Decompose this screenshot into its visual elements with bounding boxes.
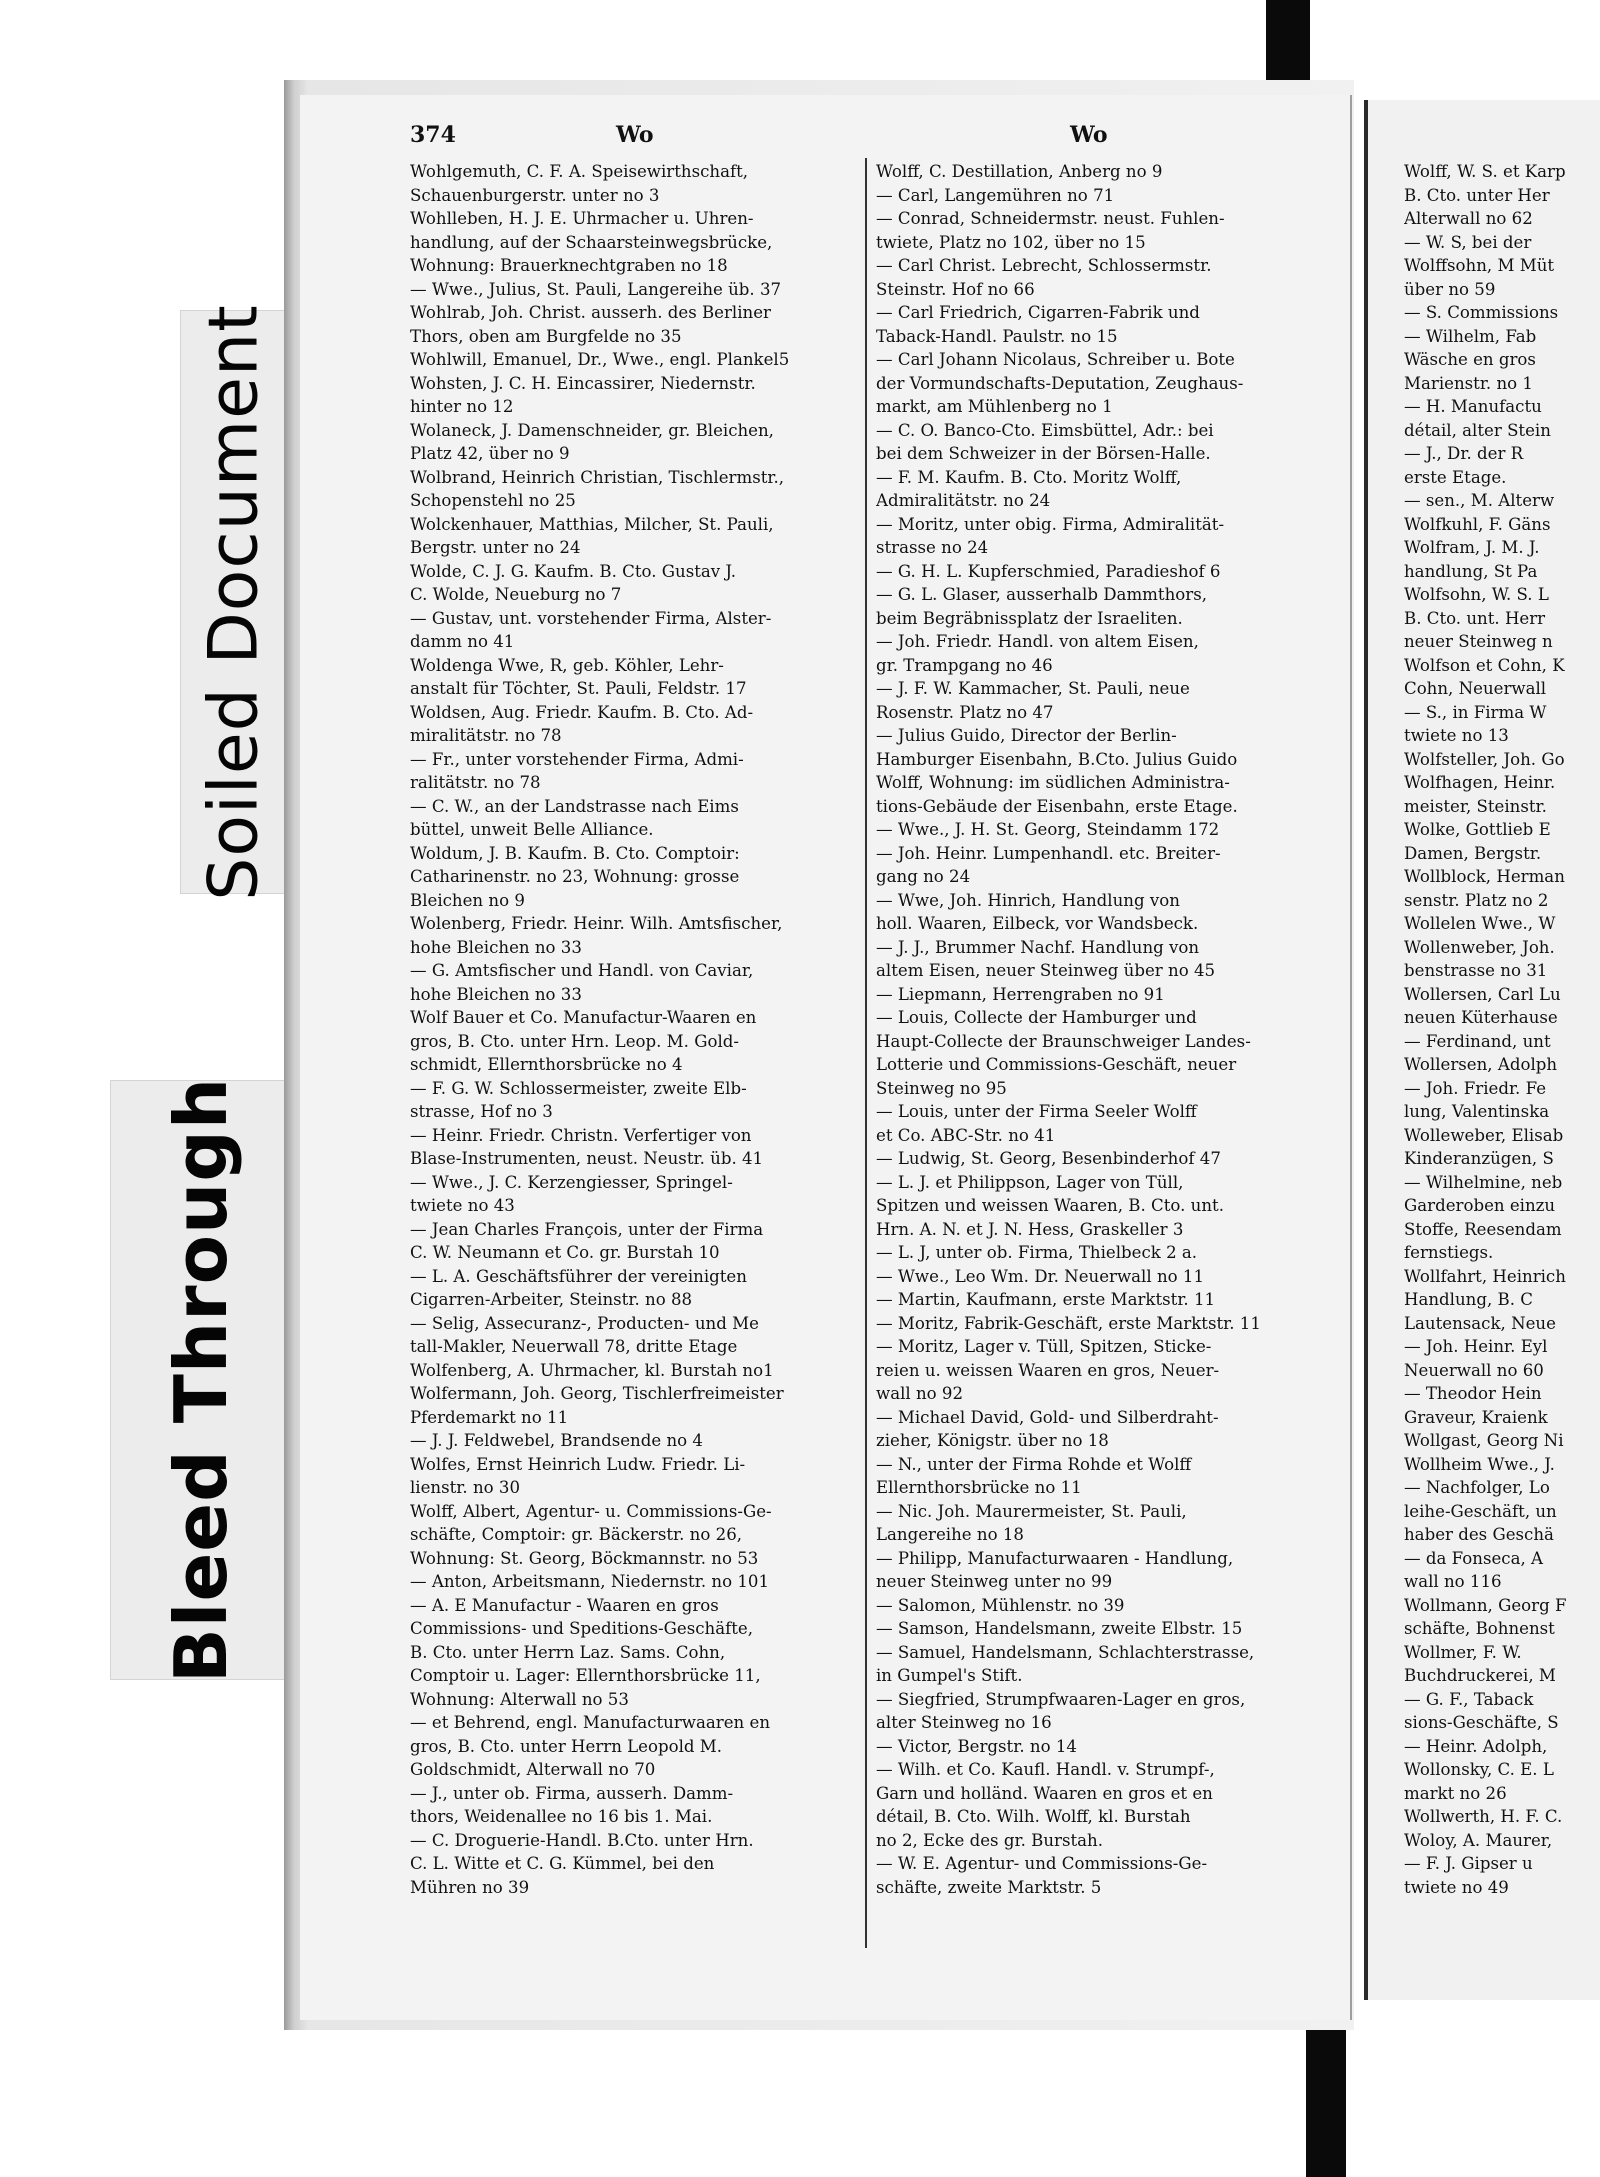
directory-column-1 [410,160,875,1899]
directory-line: — Wwe., Julius, St. Pauli, Langereihe üb. 37 [410,279,782,299]
directory-line: Wohnung: Brauerknechtgraben no 18 [410,256,728,275]
directory-line: Hrn. A. N. et J. N. Hess, Graskeller 3 [876,1219,1184,1239]
directory-line: Catharinenstr. no 23, Wohnung: grosse [410,867,740,886]
directory-line: — Selig, Assecuranz-, Producten- und Me [410,1313,759,1333]
directory-line: — W. E. Agentur- und Commissions-Ge- [876,1854,1208,1873]
directory-line: hohe Bleichen no 33 [410,937,582,957]
directory-line: Schopenstehl no 25 [410,491,576,510]
directory-line: — Samuel, Handelsmann, Schlachterstrasse, [876,1642,1255,1662]
directory-line: Wolfenberg, A. Uhrmacher, kl. Burstah no1 [410,1360,774,1380]
directory-line: Wollmann, Georg F [1404,1595,1567,1615]
directory-line: no 2, Ecke des gr. Burstah. [876,1830,1103,1850]
directory-line: schäfte, zweite Marktstr. 5 [876,1877,1102,1897]
directory-line: Wolff, W. S. et Karp [1404,162,1566,181]
directory-line: senstr. Platz no 2 [1404,890,1549,910]
directory-line: markt no 26 [1404,1783,1507,1803]
directory-line: Steinweg no 95 [876,1078,1007,1098]
directory-line: markt, am Mühlenberg no 1 [876,397,1113,416]
directory-line: meister, Steinstr. [1404,796,1547,816]
directory-line: Comptoir u. Lager: Ellernthorsbrücke 11, [410,1666,761,1685]
directory-line: Alterwall no 62 [1404,209,1533,228]
directory-line: — L. J, unter ob. Firma, Thielbeck 2 a. [876,1243,1198,1262]
directory-line: handlung, St Pa [1404,561,1538,581]
directory-line: Cigarren-Arbeiter, Steinstr. no 88 [410,1290,693,1309]
directory-line: Wollonsky, C. E. L [1404,1760,1554,1779]
directory-line: Wollersen, Carl Lu [1404,984,1561,1004]
directory-line: Goldschmidt, Alterwall no 70 [410,1760,656,1779]
directory-line: schäfte, Comptoir: gr. Bäckerstr. no 26, [410,1525,743,1544]
directory-line: Wolke, Gottlieb E [1404,820,1551,839]
directory-line: Wolff, C. Destillation, Anberg no 9 [876,162,1163,181]
directory-column-3 [1404,160,1600,1899]
directory-line: — Martin, Kaufmann, erste Marktstr. 11 [876,1290,1216,1309]
directory-line: — Heinr. Adolph, [1404,1736,1548,1756]
directory-line: Commissions- und Speditions-Geschäfte, [410,1619,754,1638]
directory-line: Wolf Bauer et Co. Manufactur-Waaren en [410,1008,757,1027]
directory-line: — Carl Christ. Lebrecht, Schlossermstr. [876,256,1212,275]
directory-line: Langereihe no 18 [876,1525,1024,1544]
directory-line: Steinstr. Hof no 66 [876,279,1035,299]
directory-line: benstrasse no 31 [1404,961,1548,980]
directory-line: — S. Commissions [1404,303,1559,322]
directory-line: — Jean Charles François, unter der Firma [410,1219,764,1239]
directory-line: Wohlgemuth, C. F. A. Speisewirthschaft, [410,162,749,181]
directory-line: Handlung, B. C [1404,1290,1533,1309]
directory-line: neuer Steinweg unter no 99 [876,1572,1113,1591]
directory-line: Haupt-Collecte der Braunschweiger Landes- [876,1031,1251,1051]
directory-line: Wolff, Wohnung: im südlichen Administra- [876,773,1230,792]
directory-line: — A. E Manufactur - Waaren en gros [410,1595,719,1615]
directory-line: Bleichen no 9 [410,890,525,910]
directory-line: Woldenga Wwe, R, geb. Köhler, Lehr- [410,655,724,675]
directory-line: — Wwe., J. C. Kerzengiesser, Springel- [410,1172,733,1192]
directory-line: Wolleweber, Elisab [1404,1125,1564,1145]
directory-line: Stoffe, Reesendam [1404,1219,1562,1239]
directory-line: bei dem Schweizer in der Börsen-Halle. [876,444,1211,463]
directory-line: Ellernthorsbrücke no 11 [876,1478,1082,1497]
directory-line: — Michael David, Gold- und Silberdraht- [876,1407,1219,1427]
directory-line: — C. O. Banco-Cto. Eimsbüttel, Adr.: bei [876,420,1214,440]
directory-line: gang no 24 [876,867,971,886]
directory-line: Garn und holländ. Waaren en gros et en [876,1783,1213,1803]
directory-line: zieher, Königstr. über no 18 [876,1431,1109,1450]
directory-line: — Nic. Joh. Maurermeister, St. Pauli, [876,1501,1187,1521]
directory-line: Lotterie und Commissions-Geschäft, neuer [876,1055,1237,1074]
directory-line: — N., unter der Firma Rohde et Wolff [876,1454,1192,1474]
directory-line: — Moritz, unter obig. Firma, Admiralität- [876,514,1225,534]
directory-line: tions-Gebäude der Eisenbahn, erste Etage. [876,796,1238,816]
directory-line: Hamburger Eisenbahn, B.Cto. Julius Guido [876,749,1238,769]
directory-line: C. W. Neumann et Co. gr. Burstah 10 [410,1243,720,1262]
directory-line: — Joh. Friedr. Fe [1404,1078,1547,1098]
directory-line: leihe-Geschäft, un [1404,1501,1557,1521]
directory-line: — J. J. Feldwebel, Brandsende no 4 [410,1431,703,1450]
directory-line: lienstr. no 30 [410,1478,521,1497]
directory-line: — J. J., Brummer Nachf. Handlung von [876,937,1200,957]
directory-line: Garderoben einzu [1404,1196,1556,1215]
directory-line: twiete no 13 [1404,726,1509,745]
directory-line: Damen, Bergstr. [1404,843,1542,863]
directory-line: — Wwe, Joh. Hinrich, Handlung von [876,890,1180,910]
directory-line: wall no 116 [1404,1572,1502,1591]
directory-line: détail, B. Cto. Wilh. Wolff, kl. Burstah [876,1807,1191,1826]
directory-line: Rosenstr. Platz no 47 [876,702,1054,722]
directory-line: — G. Amtsfischer und Handl. von Caviar, [410,961,754,980]
directory-line: in Gumpel's Stift. [876,1666,1023,1685]
directory-line: alter Steinweg no 16 [876,1713,1052,1732]
directory-line: twiete, Platz no 102, über no 15 [876,232,1146,252]
directory-line: thors, Weidenallee no 16 bis 1. Mai. [410,1807,713,1826]
page-number: 374 [410,122,456,148]
directory-line: twiete no 43 [410,1196,515,1215]
directory-line: — Salomon, Mühlenstr. no 39 [876,1595,1125,1615]
directory-line: Wollfahrt, Heinrich [1404,1266,1566,1286]
directory-line: — Samson, Handelsmann, zweite Elbstr. 15 [876,1619,1243,1638]
directory-line: B. Cto. unter Herrn Laz. Sams. Cohn, [410,1642,726,1662]
directory-line: — Liepmann, Herrengraben no 91 [876,984,1165,1004]
directory-line: — C. Droguerie-Handl. B.Cto. unter Hrn. [410,1830,754,1850]
soiled-document-text: Soiled Document [194,303,274,901]
directory-line: — W. S, bei der [1404,232,1532,252]
directory-line: Wolfermann, Joh. Georg, Tischlerfreimeister [410,1384,784,1403]
directory-line: tall-Makler, Neuerwall 78, dritte Etage [410,1337,738,1356]
directory-line: — C. W., an der Landstrasse nach Eims [410,796,739,816]
directory-line: détail, alter Stein [1404,420,1551,440]
directory-line: Blase-Instrumenten, neust. Neustr. üb. 41 [410,1149,764,1168]
directory-line: — Ludwig, St. Georg, Besenbinderhof 47 [876,1149,1221,1168]
directory-line: Wohsten, J. C. H. Eincassirer, Niedernstr. [410,373,756,393]
directory-line: gros, B. Cto. unter Hrn. Leop. M. Gold- [410,1031,739,1051]
directory-line: — Heinr. Friedr. Christn. Verfertiger von [410,1125,752,1145]
directory-line: et Co. ABC-Str. no 41 [876,1125,1056,1145]
directory-line: — Ferdinand, unt [1404,1031,1551,1051]
directory-line: — Louis, Collecte der Hamburger und [876,1008,1197,1027]
directory-line: reien u. weissen Waaren en gros, Neuer- [876,1360,1220,1380]
directory-line: fernstiegs. [1404,1243,1494,1262]
directory-line: Wolfson et Cohn, K [1404,655,1565,675]
directory-line: — Wilhelm, Fab [1404,326,1537,346]
directory-line: Wolfes, Ernst Heinrich Ludw. Friedr. Li- [410,1454,746,1474]
directory-line: Wollersen, Adolph [1404,1055,1558,1074]
directory-line: anstalt für Töchter, St. Pauli, Feldstr. 17 [410,679,747,698]
left-running-heading: Wo [616,122,654,148]
directory-line: hinter no 12 [410,397,514,416]
directory-line: — F. G. W. Schlossermeister, zweite Elb- [410,1078,747,1098]
directory-line: sions-Geschäfte, S [1404,1713,1559,1732]
directory-line: B. Cto. unter Her [1404,185,1550,205]
directory-line: Wolfkuhl, F. Gäns [1404,514,1551,534]
directory-line: Kinderanzügen, S [1404,1149,1554,1168]
directory-line: — Wwe., Leo Wm. Dr. Neuerwall no 11 [876,1266,1205,1286]
directory-line: — F. M. Kaufm. B. Cto. Moritz Wolff, [876,467,1182,487]
directory-line: hohe Bleichen no 33 [410,984,582,1004]
directory-line: über no 59 [1404,279,1496,299]
directory-line: — S., in Firma W [1404,702,1547,722]
directory-line: der Vormundschafts-Deputation, Zeughaus- [876,373,1244,393]
directory-line: Wollenweber, Joh. [1404,937,1555,957]
directory-line: Cohn, Neuerwall [1404,679,1547,698]
directory-line: — Moritz, Fabrik-Geschäft, erste Marktstr. 11 [876,1313,1261,1333]
directory-line: wall no 92 [876,1384,964,1403]
directory-line: strasse, Hof no 3 [410,1102,553,1121]
directory-line: Thors, oben am Burgfelde no 35 [410,326,682,346]
directory-line: Schauenburgerstr. unter no 3 [410,185,660,205]
directory-line: lung, Valentinska [1404,1102,1550,1121]
directory-line: Mühren no 39 [410,1877,530,1897]
directory-line: Wolfsohn, W. S. L [1404,585,1549,604]
directory-line: gros, B. Cto. unter Herrn Leopold M. [410,1736,723,1756]
directory-line: Wohnung: Alterwall no 53 [410,1689,629,1709]
directory-line: Woloy, A. Maurer, [1404,1830,1553,1850]
middle-running-heading: Wo [1070,122,1108,148]
directory-line: — F. J. Gipser u [1404,1854,1533,1873]
directory-line: — Wwe., J. H. St. Georg, Steindamm 172 [876,820,1220,839]
directory-line: Taback-Handl. Paulstr. no 15 [876,326,1118,346]
bleed-through-label [110,1076,292,1684]
directory-line: Wolenberg, Friedr. Heinr. Wilh. Amtsfischer, [410,914,783,933]
directory-line: — Conrad, Schneidermstr. neust. Fuhlen- [876,209,1225,228]
directory-line: — Nachfolger, Lo [1404,1478,1550,1497]
directory-line: — J., unter ob. Firma, ausserh. Damm- [410,1783,734,1803]
directory-line: Wollmer, F. W. [1404,1642,1522,1662]
directory-line: — Wilh. et Co. Kaufl. Handl. v. Strumpf-, [876,1760,1215,1779]
directory-line: schmidt, Ellernthorsbrücke no 4 [410,1055,683,1074]
directory-line: schäfte, Bohnenst [1404,1619,1555,1638]
directory-line: — L. A. Geschäftsführer der vereinigten [410,1266,747,1286]
directory-line: Wolbrand, Heinrich Christian, Tischlermstr., [410,467,785,487]
directory-column-2 [876,160,1341,1899]
directory-line: erste Etage. [1404,467,1507,487]
directory-line: Woldum, J. B. Kaufm. B. Cto. Comptoir: [410,843,740,863]
directory-line: C. L. Witte et C. G. Kümmel, bei den [410,1854,715,1873]
directory-line: — Theodor Hein [1404,1384,1542,1403]
directory-line: Wolfhagen, Heinr. [1404,773,1556,792]
directory-line: — et Behrend, engl. Manufacturwaaren en [410,1713,771,1732]
directory-line: — L. J. et Philippson, Lager von Tüll, [876,1172,1184,1192]
directory-line: haber des Geschä [1404,1525,1554,1544]
directory-line: Wolckenhauer, Matthias, Milcher, St. Pauli, [410,514,774,534]
directory-line: Wollblock, Herman [1404,867,1565,886]
directory-line: Woldsen, Aug. Friedr. Kaufm. B. Cto. Ad- [410,702,754,722]
directory-line: — Joh. Heinr. Eyl [1404,1337,1548,1356]
directory-line: — Victor, Bergstr. no 14 [876,1736,1077,1756]
directory-line: — Louis, unter der Firma Seeler Wolff [876,1102,1197,1121]
directory-line: handlung, auf der Schaarsteinwegsbrücke, [410,232,773,252]
directory-line: — H. Manufactu [1404,397,1542,416]
directory-line: — Gustav, unt. vorstehender Firma, Alster- [410,608,772,628]
directory-line: — da Fonseca, A [1404,1548,1543,1568]
directory-line: Admiralitätstr. no 24 [876,491,1051,510]
directory-line: Wohlrab, Joh. Christ. ausserh. des Berliner [410,303,771,322]
directory-line: — sen., M. Alterw [1404,491,1555,510]
directory-line: neuen Küterhause [1404,1008,1558,1027]
directory-line: Buchdruckerei, M [1404,1666,1556,1685]
directory-line: Wolff, Albert, Agentur- u. Commissions-Ge- [410,1501,772,1521]
directory-line: Wollelen Wwe., W [1404,914,1556,933]
directory-line: — J. F. W. Kammacher, St. Pauli, neue [876,679,1190,698]
directory-line: Wollheim Wwe., J. [1404,1454,1555,1474]
directory-line: — G. L. Glaser, ausserhalb Dammthors, [876,585,1207,604]
directory-line: — G. H. L. Kupferschmied, Paradieshof 6 [876,561,1221,581]
directory-line: — J., Dr. der R [1404,444,1524,463]
directory-line: damm no 41 [410,632,515,651]
directory-line: Wohnung: St. Georg, Böckmannstr. no 53 [410,1548,759,1568]
directory-line: Pferdemarkt no 11 [410,1407,569,1427]
directory-line: Lautensack, Neue [1404,1313,1556,1333]
directory-line: Spitzen und weissen Waaren, B. Cto. unt. [876,1196,1224,1215]
directory-line: — Joh. Heinr. Lumpenhandl. etc. Breiter- [876,843,1221,863]
directory-line: Wolfsteller, Joh. Go [1404,749,1565,769]
directory-line: — Julius Guido, Director der Berlin- [876,726,1177,745]
directory-line: Wolffsohn, M Müt [1404,256,1555,275]
directory-line: — Joh. Friedr. Handl. von altem Eisen, [876,632,1199,651]
directory-line: Platz 42, über no 9 [410,444,570,463]
directory-line: beim Begräbnissplatz der Israeliten. [876,608,1183,628]
directory-line: Wollgast, Georg Ni [1404,1431,1564,1450]
directory-line: holl. Waaren, Eilbeck, vor Wandsbeck. [876,914,1199,933]
directory-line: — Philipp, Manufacturwaaren - Handlung, [876,1548,1234,1568]
directory-line: Wolaneck, J. Damenschneider, gr. Bleichen, [410,420,774,440]
directory-line: Wolfram, J. M. J. [1404,538,1540,557]
directory-line: — G. F., Taback [1404,1689,1534,1709]
directory-line: — Fr., unter vorstehender Firma, Admi- [410,749,744,769]
directory-line: — Carl, Langemühren no 71 [876,185,1115,205]
directory-line: Wollwerth, H. F. C. [1404,1807,1563,1826]
directory-line: — Carl Johann Nicolaus, Schreiber u. Bote [876,350,1235,369]
directory-line: Marienstr. no 1 [1404,373,1533,393]
directory-line: altem Eisen, neuer Steinweg über no 45 [876,961,1216,980]
directory-line: Graveur, Kraienk [1404,1407,1548,1427]
directory-line: Bergstr. unter no 24 [410,538,581,557]
directory-line: neuer Steinweg n [1404,632,1553,651]
directory-line: miralitätstr. no 78 [410,726,562,745]
directory-line: — Moritz, Lager v. Tüll, Spitzen, Sticke- [876,1337,1212,1356]
directory-line: Wäsche en gros [1404,350,1536,369]
soiled-document-label [180,303,288,901]
directory-line: strasse no 24 [876,538,989,557]
directory-line: Wolde, C. J. G. Kaufm. B. Cto. Gustav J. [410,561,737,581]
directory-line: — Siegfried, Strumpfwaaren-Lager en gros, [876,1689,1246,1709]
bleed-through-text: Bleed Through [159,1076,244,1684]
directory-line: Wohlwill, Emanuel, Dr., Wwe., engl. Plankel5 [410,350,790,369]
directory-line: gr. Trampgang no 46 [876,655,1053,675]
directory-line: — Carl Friedrich, Cigarren-Fabrik und [876,303,1200,322]
directory-line: ralitätstr. no 78 [410,773,541,792]
directory-line: — Wilhelmine, neb [1404,1172,1563,1192]
directory-line: twiete no 49 [1404,1877,1509,1897]
directory-line: büttel, unweit Belle Alliance. [410,820,654,839]
directory-line: Wohlleben, H. J. E. Uhrmacher u. Uhren- [410,209,754,228]
directory-line: C. Wolde, Neueburg no 7 [410,585,622,604]
directory-line: — Anton, Arbeitsmann, Niedernstr. no 101 [410,1572,770,1591]
directory-line: B. Cto. unt. Herr [1404,608,1546,628]
directory-line: Neuerwall no 60 [1404,1360,1544,1380]
